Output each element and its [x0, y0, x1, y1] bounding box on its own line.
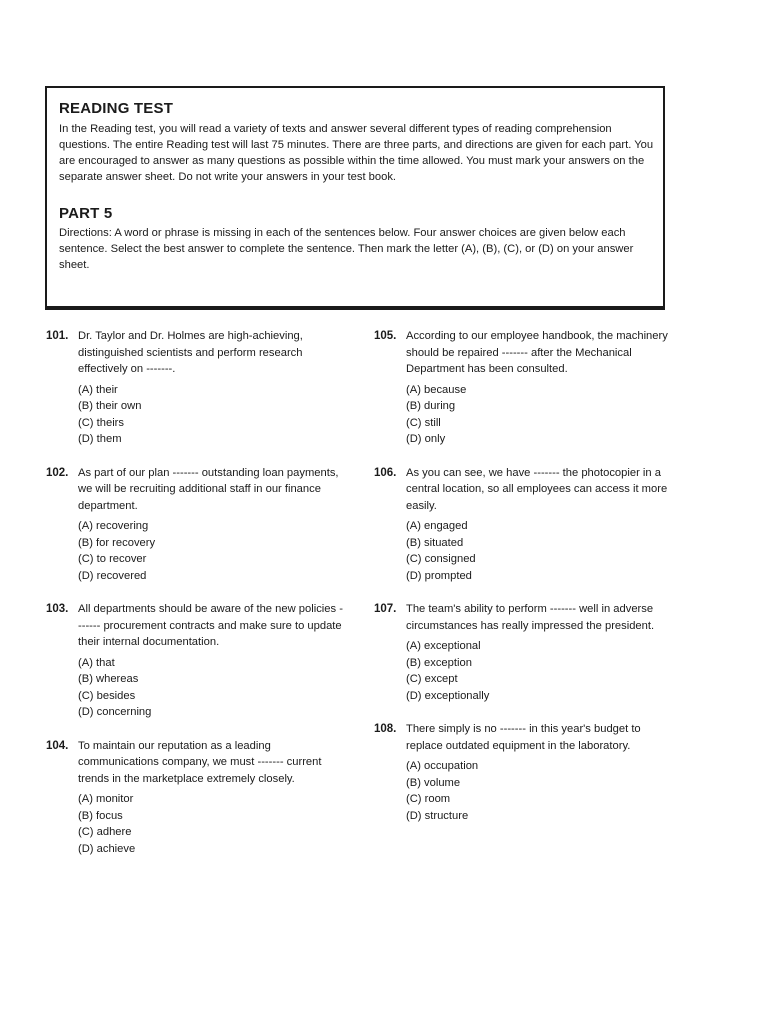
questions-right-column — [374, 328, 674, 824]
question-104 — [46, 738, 346, 858]
answer-options — [406, 518, 674, 584]
answer-option: (C) consigned — [406, 553, 476, 565]
answer-option: (C) still — [406, 416, 441, 429]
question-101 — [46, 328, 346, 448]
answer-option: (D) recovered — [78, 569, 147, 582]
answer-options — [78, 518, 346, 584]
answer-option: (C) adhere — [78, 826, 132, 838]
answer-option: (A) recovering — [78, 520, 149, 532]
question-stem: There simply is no ------- in this year's budget to replace outdated equipment in the laboratory. — [406, 723, 641, 752]
question-102 — [46, 465, 346, 585]
answer-option: (B) whereas — [78, 673, 139, 685]
question-number: 107. — [374, 603, 397, 615]
question-stem: The team's ability to perform ------- well in adverse circumstances has really impressed the president. — [406, 603, 655, 632]
answer-option: (A) exceptional — [406, 640, 481, 652]
answer-option: (A) their — [78, 383, 118, 396]
answer-option: (C) room — [406, 793, 451, 805]
section-instructions: In the Reading test, you will read a variety of texts and answer several different types of reading comprehension questions. The entire Reading test will last 75 minutes. There are three parts, and directions are given for each part. You are encouraged to answer as many questions as possible within the time allowed. You must mark your answers on the separate answer sheet. Do not write your answers in your test book. — [59, 123, 654, 183]
answer-option: (B) their own — [78, 400, 142, 412]
answer-option: (B) focus — [78, 809, 123, 822]
instructions-box — [45, 86, 665, 310]
part-title: PART 5 — [59, 205, 113, 222]
answer-options — [406, 758, 674, 824]
question-stem: Dr. Taylor and Dr. Holmes are high-achieving, distinguished scientists and perform research effectively on -------. — [78, 330, 303, 375]
answer-options — [78, 791, 346, 857]
question-number: 104. — [46, 739, 69, 752]
answer-option: (D) prompted — [406, 569, 472, 582]
answer-option: (B) exception — [406, 656, 472, 669]
question-103 — [46, 601, 346, 721]
answer-option: (D) achieve — [78, 842, 136, 855]
part-directions: Directions: A word or phrase is missing in each of the sentences below. Four answer choices are given below each sentence. Select the best answer to complete the sentence. Then mark the letter (A), (B), (C), or (D) on your answer sheet. — [59, 227, 634, 271]
question-108 — [374, 721, 674, 824]
answer-option: (A) because — [406, 383, 467, 396]
question-stem: All departments should be aware of the new policies ------- procurement contracts and make sure to update their internal documentation. — [78, 603, 343, 648]
answer-options — [406, 638, 674, 704]
answer-option: (B) for recovery — [78, 536, 156, 549]
answer-options — [406, 382, 674, 448]
answer-option: (B) situated — [406, 536, 464, 549]
question-stem: According to our employee handbook, the machinery should be repaired ------- after the Mechanical Department has been consulted. — [406, 330, 668, 375]
answer-options — [78, 655, 346, 721]
question-stem: As you can see, we have ------- the photocopier in a central location, so all employees can access it more easily. — [406, 466, 668, 512]
questions-left-column — [46, 328, 346, 857]
question-107 — [374, 601, 674, 704]
answer-option: (D) exceptionally — [406, 689, 490, 702]
answer-option: (A) engaged — [406, 520, 468, 532]
question-number: 108. — [374, 723, 397, 735]
answer-option: (D) only — [406, 433, 446, 445]
answer-option: (D) concerning — [78, 706, 152, 718]
question-number: 103. — [46, 603, 69, 615]
question-stem: To maintain our reputation as a leading communications company, we must ------- current trends in the marketplace extremely closely. — [78, 739, 322, 785]
answer-option: (A) monitor — [78, 793, 134, 805]
question-number: 106. — [374, 466, 397, 479]
question-105 — [374, 328, 674, 448]
question-number: 101. — [46, 330, 69, 342]
question-stem: As part of our plan ------- outstanding loan payments, we will be recruiting additional staff in our finance department. — [78, 466, 339, 512]
answer-option: (C) except — [406, 673, 458, 685]
question-106 — [374, 465, 674, 585]
answer-option: (A) occupation — [406, 760, 479, 772]
section-title: READING TEST — [59, 100, 174, 117]
answer-option: (D) structure — [406, 809, 469, 822]
answer-option: (D) them — [78, 433, 122, 445]
answer-options — [78, 382, 346, 448]
answer-option: (A) that — [78, 656, 115, 669]
question-number: 105. — [374, 330, 397, 342]
answer-option: (B) during — [406, 400, 456, 412]
question-number: 102. — [46, 466, 69, 479]
answer-option: (C) besides — [78, 689, 136, 702]
answer-option: (B) volume — [406, 776, 461, 789]
answer-option: (C) theirs — [78, 416, 124, 429]
answer-option: (C) to recover — [78, 553, 147, 565]
